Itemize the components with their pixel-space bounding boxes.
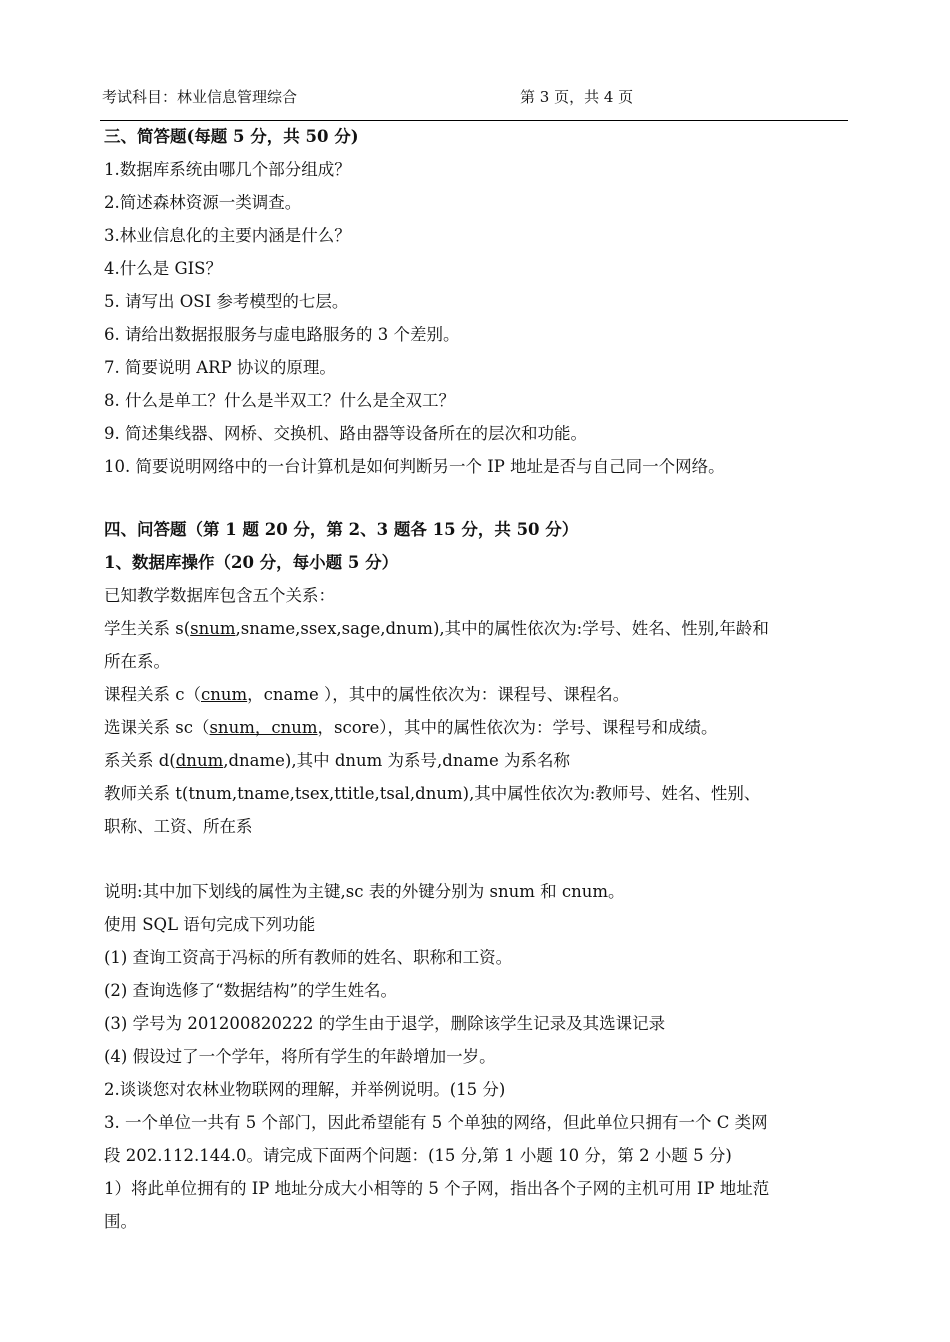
s3-question-9: 9. 简述集线器、网桥、交换机、路由器等设备所在的层次和功能。 <box>104 424 587 443</box>
page-number: 第 3 页，共 4 页 <box>520 88 634 106</box>
relation-enroll-prefix: 选课关系 sc（ <box>104 718 210 737</box>
relation-enroll-key: snum，cnum <box>209 718 318 737</box>
relation-student <box>104 615 769 639</box>
relation-enroll <box>104 714 718 738</box>
s4-q3-sub1-line2: 围。 <box>104 1212 137 1231</box>
sql-item-3: (3) 学号为 201200820222 的学生由于退学，删除该学生记录及其选课记录 <box>104 1014 666 1033</box>
s4-q3-sub1-line1: 1）将此单位拥有的 IP 地址分成大小相等的 5 个子网，指出各个子网的主机可用 IP 地址范 <box>104 1179 770 1198</box>
section4-title: 四、问答题（第 1 题 20 分，第 2、3 题各 15 分，共 50 分） <box>104 520 579 539</box>
relation-course-rest: ，cname ），其中的属性依次为：课程号、课程名。 <box>247 685 630 704</box>
s3-question-10: 10. 简要说明网络中的一台计算机是如何判断另一个 IP 地址是否与自己同一个网络。 <box>104 457 725 476</box>
relation-course-prefix: 课程关系 c（ <box>104 685 201 704</box>
relation-dept-rest: ,dname),其中 dnum 为系号,dname 为系名称 <box>223 751 570 770</box>
s3-question-8: 8. 什么是单工？什么是半双工？什么是全双工？ <box>104 391 455 410</box>
relation-student-prefix: 学生关系 s( <box>104 619 191 638</box>
relation-course <box>104 681 629 705</box>
relation-dept <box>104 747 570 771</box>
s4-q2: 2.谈谈您对农林业物联网的理解，并举例说明。(15 分) <box>104 1080 506 1099</box>
sql-item-2: (2) 查询选修了“数据结构”的学生姓名。 <box>104 981 397 1000</box>
s4-db-intro: 已知教学数据库包含五个关系： <box>104 586 335 605</box>
relation-student-cont: 所在系。 <box>104 652 170 671</box>
s4-sql-intro: 使用 SQL 语句完成下列功能 <box>104 915 316 934</box>
s3-question-2: 2.简述森林资源一类调查。 <box>104 193 302 212</box>
relation-enroll-rest: ，score），其中的属性依次为：学号、课程号和成绩。 <box>317 718 718 737</box>
relation-student-key: snum <box>190 619 236 638</box>
s3-question-7: 7. 简要说明 ARP 协议的原理。 <box>104 358 336 377</box>
relation-dept-key: dnum <box>175 751 224 770</box>
s3-question-4: 4.什么是 GIS？ <box>104 259 222 278</box>
section3-title: 三、简答题(每题 5 分，共 50 分) <box>104 127 359 146</box>
relation-dept-prefix: 系关系 d( <box>104 751 176 770</box>
s3-question-3: 3.林业信息化的主要内涵是什么？ <box>104 226 351 245</box>
s4-q1-title: 1、数据库操作（20 分，每小题 5 分） <box>104 553 399 572</box>
header-divider <box>100 120 848 121</box>
relation-teacher: 教师关系 t(tnum,tname,tsex,ttitle,tsal,dnum),其中属性依次为:教师号、姓名、性别、 <box>104 784 761 803</box>
s4-q3-line2: 段 202.112.144.0。请完成下面两个问题：(15 分,第 1 小题 10 分，第 2 小题 5 分) <box>104 1146 732 1165</box>
s4-note: 说明:其中加下划线的属性为主键,sc 表的外键分别为 snum 和 cnum。 <box>104 882 625 901</box>
relation-student-rest: ,sname,ssex,sage,dnum),其中的属性依次为:学号、姓名、性别,年龄和 <box>235 619 769 638</box>
exam-subject: 考试科目：林业信息管理综合 <box>102 88 298 106</box>
s3-question-6: 6. 请给出数据报服务与虚电路服务的 3 个差别。 <box>104 325 460 344</box>
s4-q3-line1: 3. 一个单位一共有 5 个部门，因此希望能有 5 个单独的网络，但此单位只拥有一个 C 类网 <box>104 1113 768 1132</box>
sql-item-4: (4) 假设过了一个学年，将所有学生的年龄增加一岁。 <box>104 1047 496 1066</box>
relation-course-key: cnum <box>201 685 248 704</box>
sql-item-1: (1) 查询工资高于冯标的所有教师的姓名、职称和工资。 <box>104 948 513 967</box>
s3-question-1: 1.数据库系统由哪几个部分组成？ <box>104 160 351 179</box>
s3-question-5: 5. 请写出 OSI 参考模型的七层。 <box>104 292 349 311</box>
relation-teacher-cont: 职称、工资、所在系 <box>104 817 253 836</box>
